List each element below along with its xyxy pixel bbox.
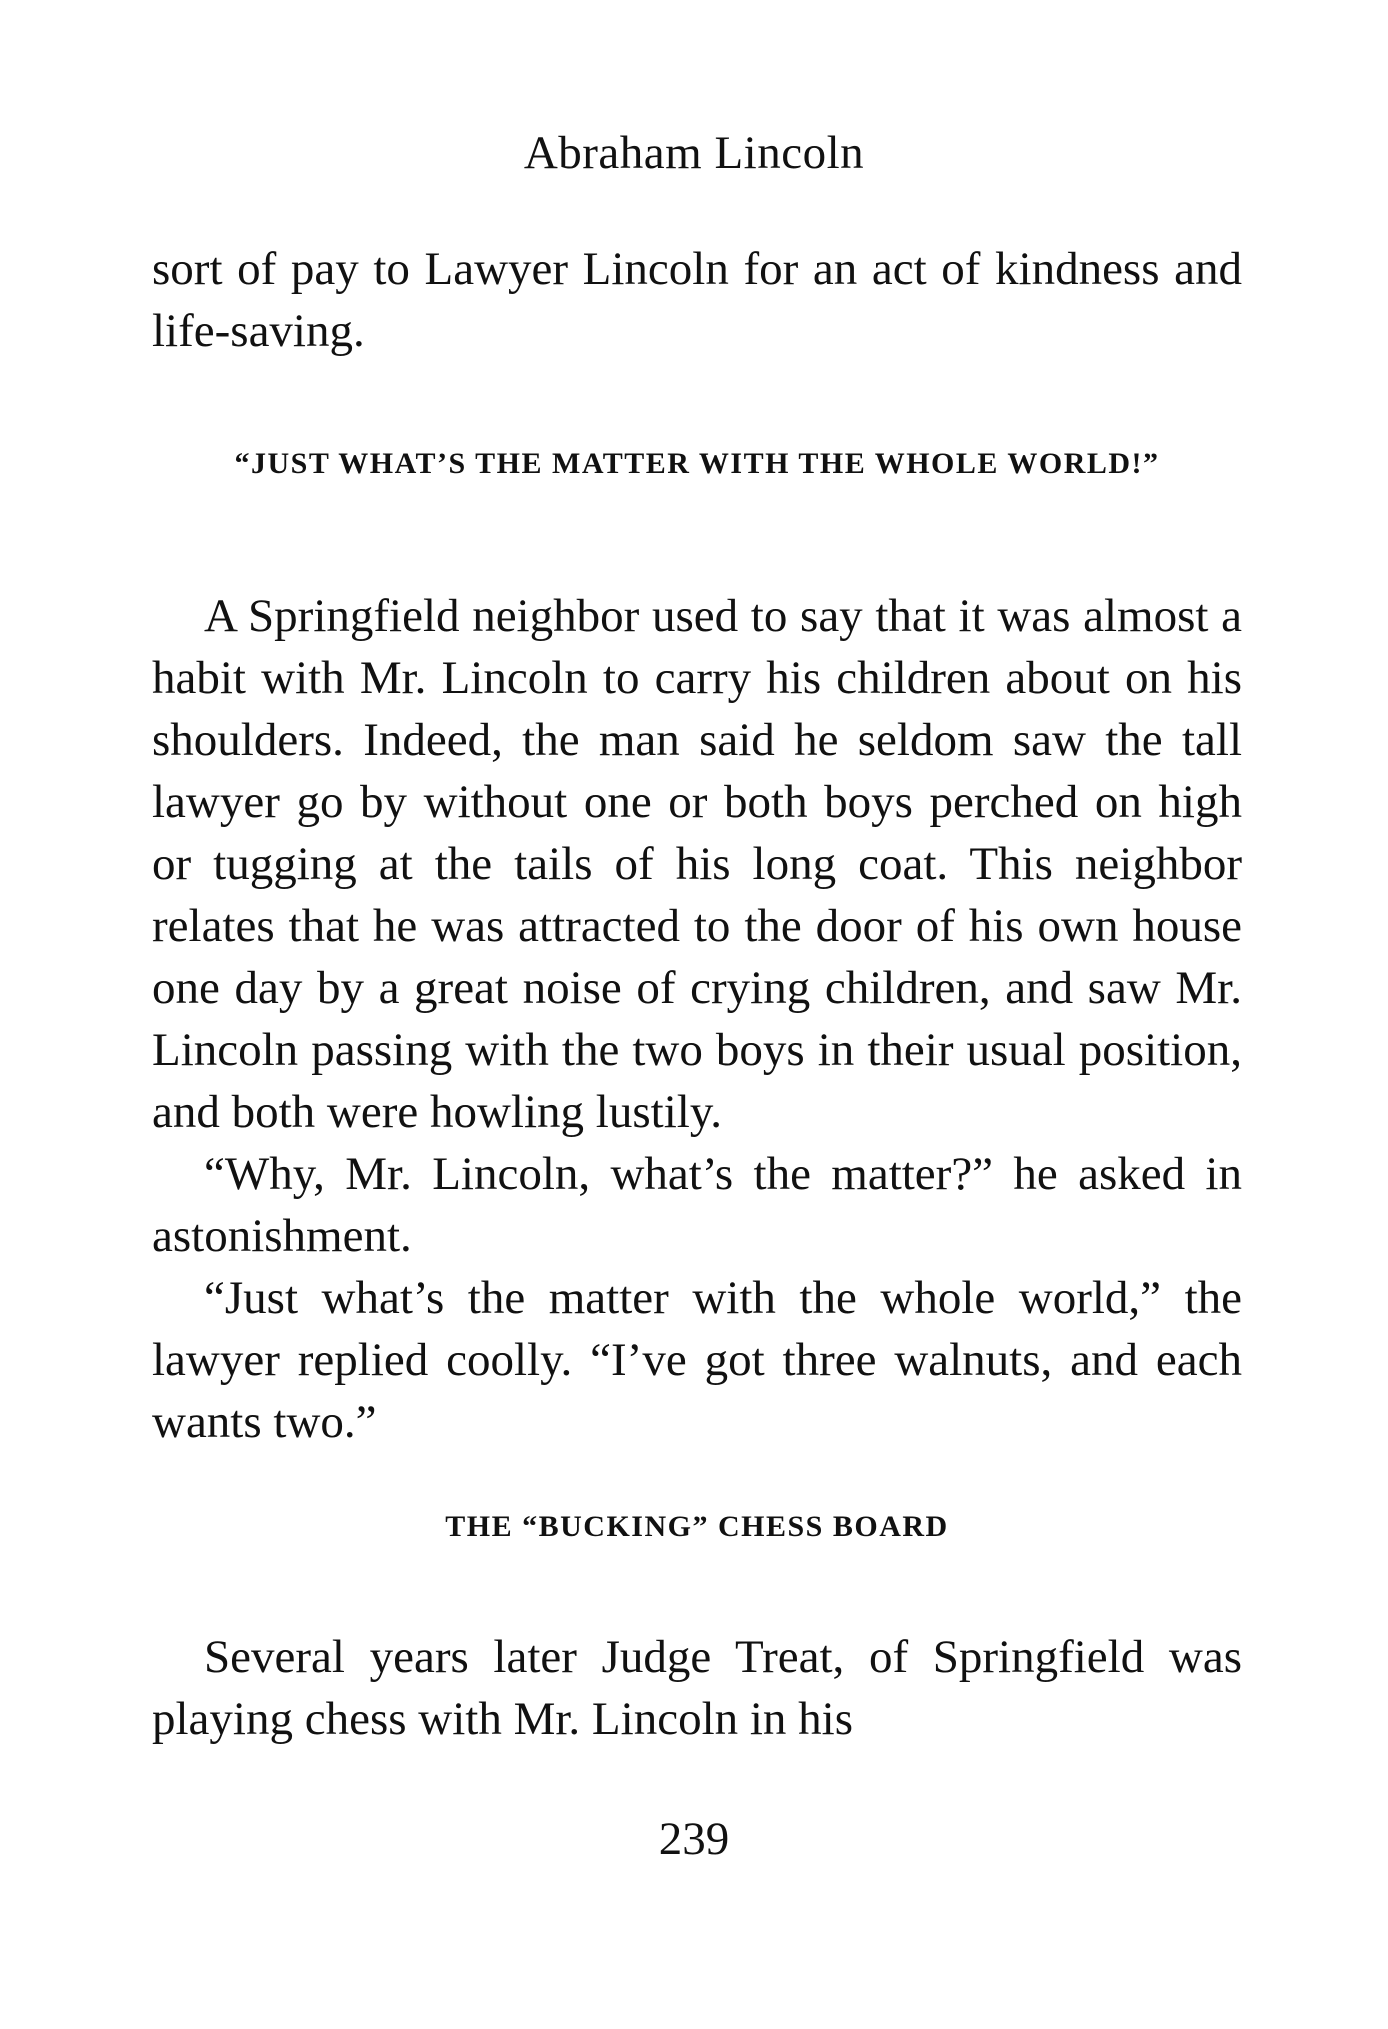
section-body-whole-world <box>152 585 1242 1453</box>
running-head: Abraham Lincoln <box>523 127 865 179</box>
page-number: 239 <box>658 1813 730 1865</box>
section-heading-whole-world: “JUST WHAT’S THE MATTER WITH THE WHOLE WORLD!” <box>234 447 1160 480</box>
continuation-text <box>152 238 1242 362</box>
paragraph: A Springfield neighbor used to say that it was almost a habit with Mr. Lincoln to carry his children about on his shoulders. Indeed, the man said he seldom saw the tall lawyer go by without one or both boys perched on high or tugging at the tails of his long coat. This neighbor relates that he was attracted to the door of his own house one day by a great noise of crying children, and saw Mr. Lincoln passing with the two boys in their usual position, and both were howling lustily. <box>152 590 1242 1138</box>
section-heading-chess-board: THE “BUCKING” CHESS BOARD <box>445 1510 949 1543</box>
continuation-paragraph: sort of pay to Lawyer Lincoln for an act of kindness and life-saving. <box>152 243 1242 357</box>
paragraph: “Just what’s the matter with the whole world,” the lawyer replied coolly. “I’ve got three walnuts, and each wants two.” <box>152 1272 1242 1448</box>
paragraph: “Why, Mr. Lincoln, what’s the matter?” he asked in astonishment. <box>152 1148 1242 1262</box>
paragraph: Several years later Judge Treat, of Springfield was playing chess with Mr. Lincoln in his <box>152 1631 1242 1745</box>
section-body-chess-board <box>152 1626 1242 1750</box>
